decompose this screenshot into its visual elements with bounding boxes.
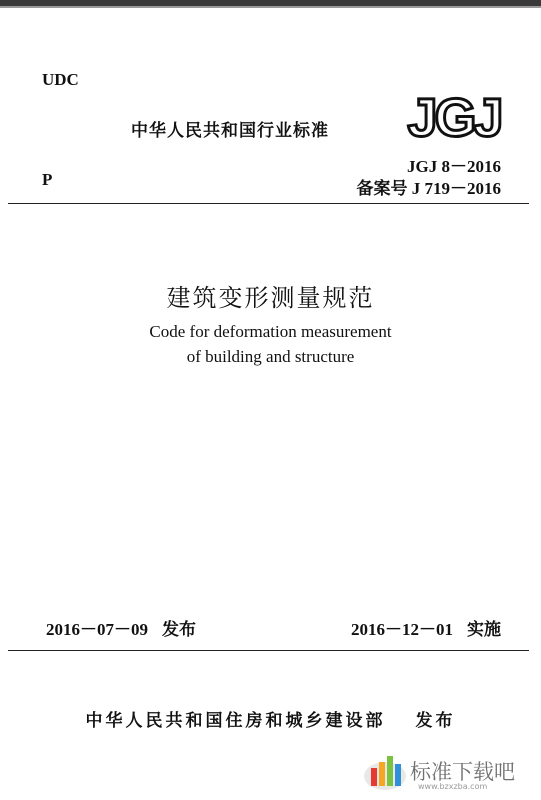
bar-chart-logo-icon [362,750,408,792]
issue-date: 2016－07－09 [46,620,148,639]
watermark-url: www.bzxzba.com [418,782,488,791]
udc-label: UDC [42,70,79,89]
watermark [362,746,537,796]
record-number: 备案号 J 719－2016 [356,179,501,198]
standard-number: JGJ 8－2016 [407,157,501,176]
effective-date: 2016－12－01 [351,620,453,639]
issuer-line [0,706,541,731]
chinese-title: 建筑变形测量规范 [166,284,375,312]
header-divider [8,203,529,204]
jgj-logo [404,88,504,144]
issue-date-block [46,615,196,640]
effective-label: 实施 [467,620,501,640]
top-border-shadow [0,6,541,8]
issuer-name: 中华人民共和国住房和城乡建设部 [85,711,386,731]
english-title-line2: of building and structure [186,347,355,366]
watermark-text: 标准下载吧 [410,760,515,784]
jgj-logo-text: JGJ [407,88,501,144]
effective-date-block [351,615,501,640]
standard-category: 中华人民共和国行业标准 [131,121,329,141]
issue-label: 发布 [162,620,196,640]
issuer-issue-label: 发布 [415,711,456,731]
footer-divider [8,650,529,651]
classification-code: P [42,170,53,189]
english-title-line1: Code for deformation measurement [149,322,392,341]
